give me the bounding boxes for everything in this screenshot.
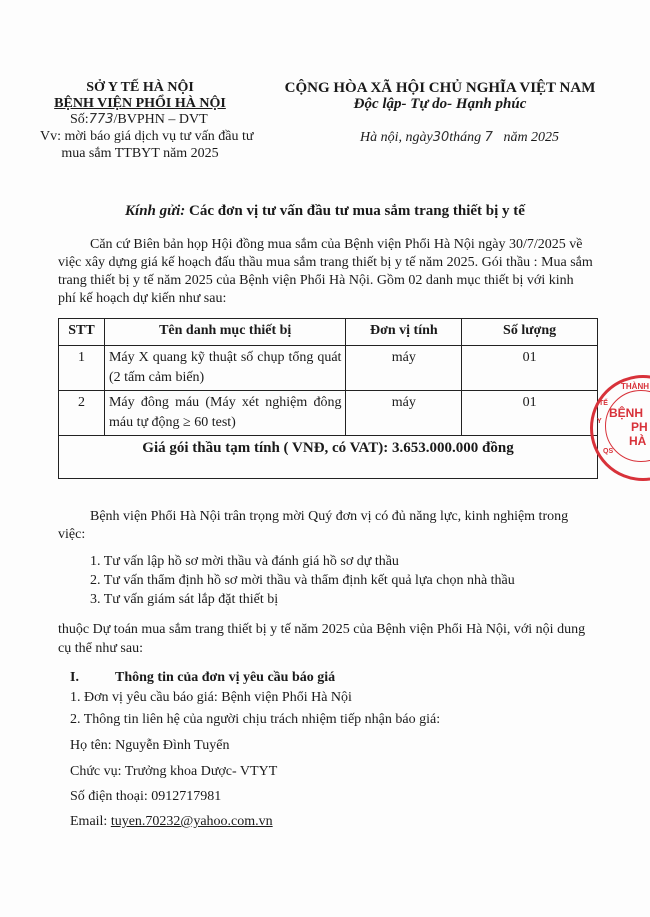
- invite-line: Bệnh viện Phổi Hà Nội trân trọng mời Quý đơn vị có đủ năng lực, kinh nghiệm trong: [90, 509, 569, 524]
- month-label: tháng: [449, 130, 482, 145]
- total-price: Giá gói thầu tạm tính ( VNĐ, có VAT): 3.653.000.000 đồng: [59, 436, 598, 479]
- contact-name: Họ tên: Nguyễn Đình Tuyển: [70, 738, 230, 753]
- intro-line: việc xây dựng giá kế hoạch đấu thầu mua sắm trang thiết bị y tế năm 2025. Gói thầu : Mua sắm: [58, 255, 593, 270]
- recipient-line: [0, 203, 650, 220]
- email-link[interactable]: tuyen.70232@yahoo.com.vn: [110, 814, 273, 829]
- task-item: 1. Tư vấn lập hồ sơ mời thầu và đánh giá hồ sơ dự thầu: [90, 554, 399, 569]
- motto: Độc lập- Tự do- Hạnh phúc: [353, 96, 527, 112]
- table-header-row: [59, 319, 598, 346]
- month-handwritten: 7: [484, 130, 493, 145]
- recipient-text: Các đơn vị tư vấn đầu tư mua sắm trang thiết bị y tế: [189, 203, 525, 219]
- table-row: [59, 391, 598, 436]
- cell-stt: 1: [59, 346, 105, 391]
- recipient-label: Kính gửi:: [125, 203, 186, 219]
- cell-qty: 01: [462, 346, 598, 391]
- task-item: 3. Tư vấn giám sát lắp đặt thiết bị: [90, 592, 279, 607]
- stamp-text: HÀ: [629, 434, 647, 448]
- invite-line: việc:: [58, 527, 86, 542]
- agency-name: SỞ Y TẾ HÀ NỘI: [86, 80, 194, 95]
- cell-unit: máy: [346, 346, 462, 391]
- cell-stt: 2: [59, 391, 105, 436]
- task-item: 2. Tư vấn thẩm định hồ sơ mời thầu và thẩm định kết quả lựa chọn nhà thầu: [90, 573, 515, 588]
- scope-line: cụ thể như sau:: [58, 641, 143, 656]
- section-item: 1. Đơn vị yêu cầu báo giá: Bệnh viện Phổi Hà Nội: [70, 690, 352, 705]
- nation-title: CỘNG HÒA XÃ HỘI CHỦ NGHĨA VIỆT NAM: [284, 80, 596, 96]
- cell-qty: 01: [462, 391, 598, 436]
- day-handwritten: 30: [432, 130, 450, 145]
- stamp-text: TẾ: [599, 400, 608, 407]
- hospital-stamp: [590, 375, 650, 481]
- contact-position: Chức vụ: Trưởng khoa Dược- VTYT: [70, 764, 278, 779]
- number-prefix: Số:: [70, 112, 89, 127]
- intro-line: phí kế hoạch dự kiến như sau:: [58, 291, 227, 306]
- cell-name: Máy X quang kỹ thuật số chụp tổng quát (2 tấm cảm biến): [104, 346, 345, 391]
- contact-phone: Số điện thoại: 0912717981: [70, 789, 222, 804]
- number-suffix: /BVPHN – DVT: [113, 112, 208, 127]
- intro-line: Căn cứ Biên bản họp Hội đồng mua sắm của Bệnh viện Phổi Hà Nội ngày 30/7/2025 về: [90, 237, 583, 252]
- subject-line-1: Vv: mời báo giá dịch vụ tư vấn đầu tư: [40, 129, 254, 144]
- hospital-name: BỆNH VIỆN PHỔI HÀ NỘI: [54, 96, 226, 111]
- email-label: Email:: [70, 814, 111, 829]
- cell-unit: máy: [346, 391, 462, 436]
- stamp-text: THÀNH: [621, 382, 649, 391]
- header-qty: Số lượng: [462, 319, 598, 346]
- date-line: [360, 130, 559, 146]
- header-stt: STT: [59, 319, 105, 346]
- equipment-table: [58, 318, 598, 479]
- number-handwritten: 773: [88, 112, 114, 127]
- section-title: Thông tin của đơn vị yêu cầu báo giá: [115, 670, 336, 685]
- header-name: Tên danh mục thiết bị: [104, 319, 345, 346]
- year: năm 2025: [503, 130, 560, 145]
- stamp-text: Y: [597, 418, 602, 425]
- scope-line: thuộc Dự toán mua sắm trang thiết bị y tế năm 2025 của Bệnh viện Phổi Hà Nội, với nội dung: [58, 622, 586, 637]
- stamp-text: PH: [631, 420, 648, 434]
- intro-line: trang thiết bị y tế năm 2025 của Bệnh viện Phổi Hà Nội. Gồm 02 danh mục thiết bị với kinh: [58, 273, 574, 288]
- table-total-row: [59, 436, 598, 479]
- date-prefix: Hà nội, ngày: [360, 130, 433, 145]
- document-number: [70, 112, 208, 128]
- cell-name: Máy đông máu (Máy xét nghiệm đông máu tự động ≥ 60 test): [104, 391, 345, 436]
- section-numeral: I.: [70, 670, 79, 685]
- stamp-text: BỆNH: [609, 406, 644, 420]
- table-row: [59, 346, 598, 391]
- contact-email-line: [70, 814, 273, 830]
- subject-line-2: mua sắm TTBYT năm 2025: [61, 146, 219, 161]
- stamp-text: QS: [603, 448, 614, 455]
- section-item: 2. Thông tin liên hệ của người chịu trách nhiệm tiếp nhận báo giá:: [70, 712, 441, 727]
- header-unit: Đơn vị tính: [346, 319, 462, 346]
